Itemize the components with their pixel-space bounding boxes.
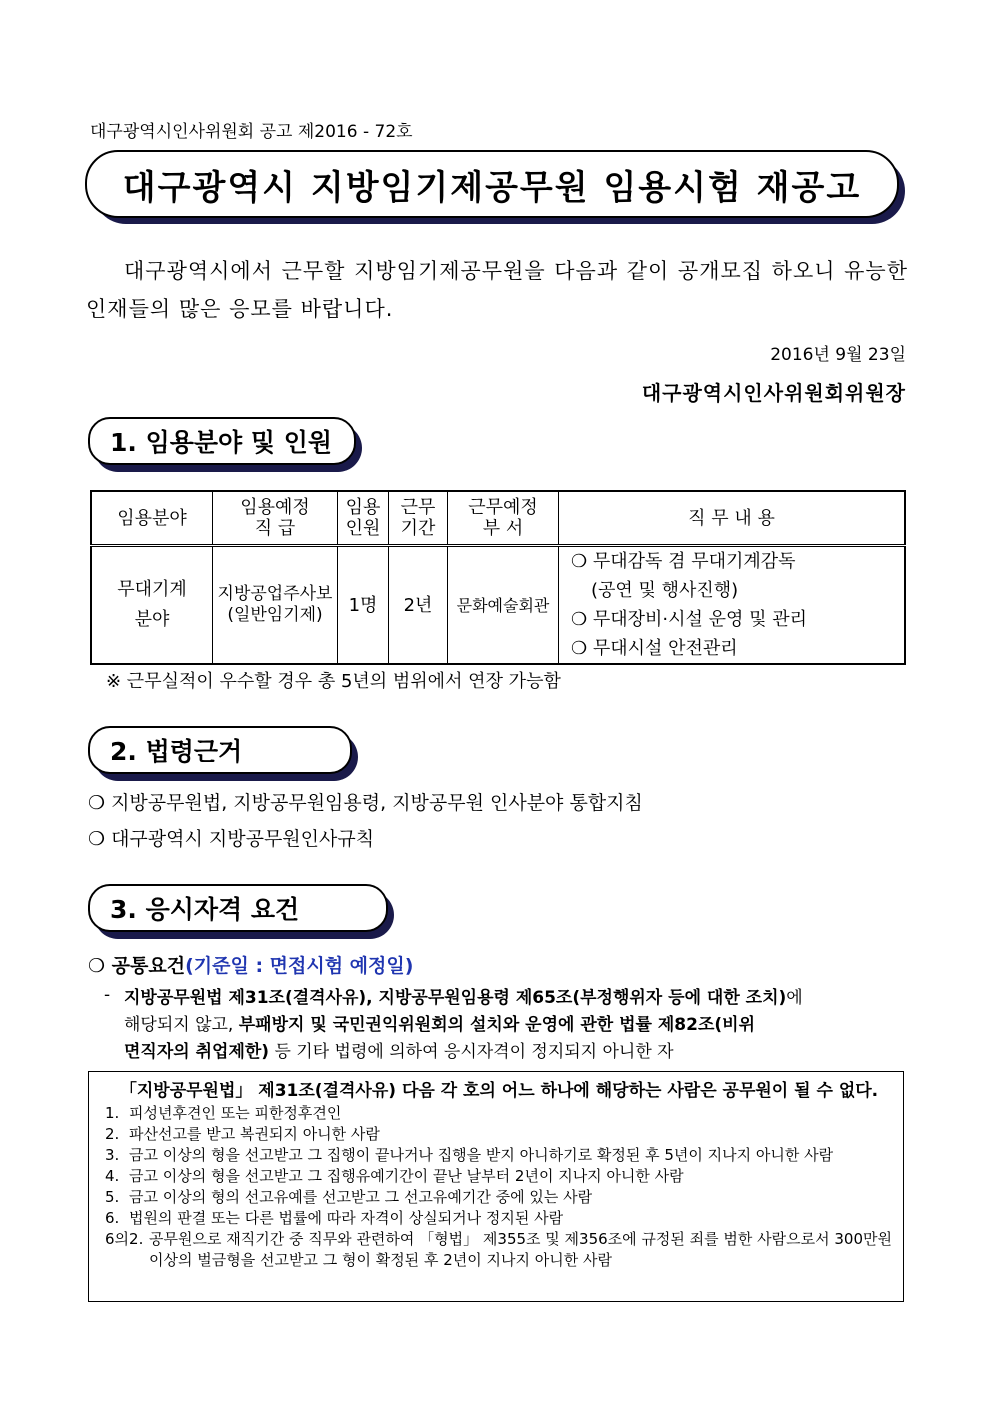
page-title: 대구광역시 지방임기제공무원 임용시험 재공고: [85, 150, 899, 218]
header-field: 임용분야: [91, 491, 213, 546]
cell-duties: [559, 546, 906, 665]
table-row: [91, 546, 905, 665]
extension-note: ※ 근무실적이 우수할 경우 총 5년의 범위에서 연장 가능함: [106, 671, 561, 692]
recruitment-table: [90, 490, 906, 665]
law-basis-item: ❍ 지방공무원법, 지방공무원임용령, 지방공무원 인사분야 통합지침: [88, 792, 643, 814]
common-label: ❍ 공통요건: [88, 955, 186, 977]
requirement-text: 지방공무원법 제31조(결격사유), 지방공무원임용령 제65조(부정행위자 등에 대한 조치)에 해당되지 않고, 부패방지 및 국민권익위원회의 설치와 운영에 관한 법률 제82조(비위 면직자의 취업제한) 등 기타 법령에 의하여 응시자격이 정지되지 아니한 자: [124, 988, 803, 1062]
requirement-dash: -: [104, 985, 111, 1005]
section-2-title: 2. 법령근거: [88, 726, 352, 774]
section-3-heading: [88, 884, 388, 932]
header-count: 임용 인원: [338, 491, 389, 546]
list-item: 2. 파산선고를 받고 복권되지 아니한 사람: [105, 1125, 380, 1143]
header-grade: 임용예정 직 급: [213, 491, 338, 546]
intro-paragraph: 대구광역시에서 근무할 지방임기제공무원을 다음과 같이 공개모집 하오니 유능한 인재들의 많은 응모를 바랍니다.: [86, 259, 908, 321]
section-2-heading: [88, 726, 352, 774]
signer: 대구광역시인사위원회위원장: [641, 381, 906, 405]
notice-number: 대구광역시인사위원회 공고 제2016 - 72호: [90, 122, 413, 142]
list-item: 5. 금고 이상의 형의 선고유예를 선고받고 그 선고유예기간 중에 있는 사람: [105, 1188, 593, 1206]
section-1-heading: [88, 417, 356, 465]
cell-field: 무대기계 분야: [91, 546, 213, 665]
title-banner: [85, 150, 905, 224]
list-item: 6의2. 공무원으로 재직기간 중 직무와 관련하여 「형법」 제355조 및 제356조에 규정된 죄를 범한 사람으로서 300만원 이상의 벌금형을 선고받고 그 형이 확정된 후 2년이 지나지 아니한 사람: [105, 1230, 892, 1269]
common-basis: (기준일 : 면접시험 예정일): [185, 955, 414, 977]
list-item: 6. 법원의 판결 또는 다른 법률에 따라 자격이 상실되거나 정지된 사람: [105, 1209, 564, 1227]
cell-dept: 문화예술회관: [448, 546, 559, 665]
disqualification-box: [88, 1071, 904, 1302]
section-1-title: 1. 임용분야 및 인원: [88, 417, 356, 465]
header-dept: 근무예정 부 서: [448, 491, 559, 546]
table-header-row: [91, 491, 905, 546]
duty-item: (공연 및 행사진행): [591, 580, 739, 601]
cell-count: 1명: [338, 546, 389, 665]
cell-period: 2년: [389, 546, 448, 665]
law-box-title: 「지방공무원법」 제31조(결격사유) 다음 각 호의 어느 하나에 해당하는 사람은 공무원이 될 수 없다.: [119, 1081, 879, 1101]
req-bold: 지방공무원법 제31조(결격사유), 지방공무원임용령 제65조(부정행위자 등에 대한 조치): [124, 988, 787, 1008]
notice-date: 2016년 9월 23일: [770, 345, 906, 365]
common-requirement-heading: [88, 951, 413, 978]
duty-item: ❍ 무대감독 겸 무대기계감독: [571, 551, 796, 572]
list-item: 1. 피성년후견인 또는 피한정후견인: [105, 1104, 342, 1122]
list-item: 3. 금고 이상의 형을 선고받고 그 집행이 끝나거나 집행을 받지 아니하기로 확정된 후 5년이 지나지 아니한 사람: [105, 1146, 834, 1164]
header-duties: 직 무 내 용: [559, 491, 906, 546]
duty-item: ❍ 무대시설 안전관리: [571, 638, 738, 659]
header-period: 근무 기간: [389, 491, 448, 546]
req-bold: 면직자의 취업제한): [124, 1042, 270, 1062]
cell-grade: 지방공업주사보 (일반임기제): [213, 546, 338, 665]
section-3-title: 3. 응시자격 요건: [88, 884, 388, 932]
req-bold: 부패방지 및 국민권익위원회의 설치와 운영에 관한 법률 제82조(비위: [238, 1015, 755, 1035]
list-item: 4. 금고 이상의 형을 선고받고 그 집행유예기간이 끝난 날부터 2년이 지나지 아니한 사람: [105, 1167, 684, 1185]
duty-item: ❍ 무대장비·시설 운영 및 관리: [571, 609, 808, 630]
law-basis-item: ❍ 대구광역시 지방공무원인사규칙: [88, 828, 375, 850]
